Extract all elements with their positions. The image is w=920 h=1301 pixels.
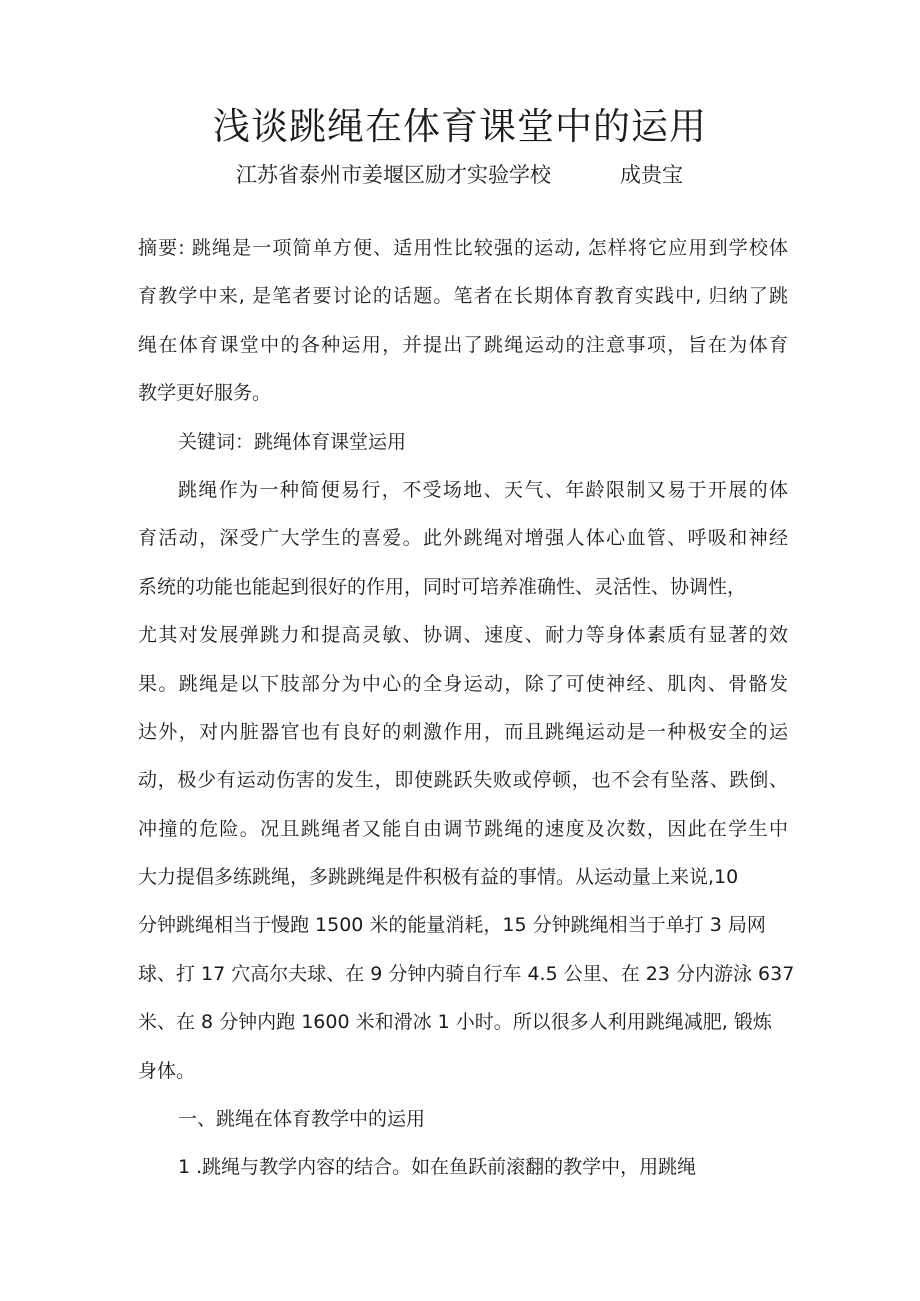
keywords-line: 关键词：跳绳体育课堂运用 <box>178 430 407 453</box>
paragraph-line: 球、打 17 穴高尔夫球、在 9 分钟内骑自行车 4.5 公里、在 23 分内游泳 637 <box>138 962 795 985</box>
abstract-line: 摘要: 跳绳是一项简单方便、适用性比较强的运动, 怎样将它应用到学校体 <box>138 237 788 259</box>
article-body <box>138 224 795 1192</box>
paragraph-line: 尤其对发展弹跳力和提高灵敏、协调、速度、耐力等身体素质有显著的效 <box>138 624 788 647</box>
abstract-line: 育教学中来, 是笔者要讨论的话题。笔者在长期体育教育实践中, 归纳了跳 <box>138 285 788 308</box>
page-title: 浅谈跳绳在体育课堂中的运用 <box>213 105 707 148</box>
abstract-line: 绳在体育课堂中的各种运用，并提出了跳绳运动的注意事项，旨在为体育 <box>138 333 788 356</box>
subsection-line: 1 .跳绳与教学内容的结合。如在鱼跃前滚翻的教学中，用跳绳 <box>178 1156 697 1179</box>
paragraph-line: 分钟跳绳相当于慢跑 1500 米的能量消耗，15 分钟跳绳相当于单打 3 局网 <box>138 914 766 937</box>
paragraph-line: 育活动，深受广大学生的喜爱。此外跳绳对增强人体心血管、呼吸和神经 <box>138 527 788 550</box>
paragraph-line: 动，极少有运动伤害的发生，即使跳跃失败或停顿，也不会有坠落、跌倒、 <box>138 769 788 792</box>
author-name: 成贵宝 <box>620 163 683 187</box>
abstract-line: 教学更好服务。 <box>138 382 272 405</box>
paragraph-line: 身体。 <box>138 1059 196 1082</box>
section-heading: 一、跳绳在体育教学中的运用 <box>178 1108 426 1131</box>
paragraph-line: 系统的功能也能起到很好的作用，同时可培养准确性、灵活性、协调性， <box>138 575 747 598</box>
paragraph-line: 达外，对内脏器官也有良好的刺激作用，而且跳绳运动是一种极安全的运 <box>138 720 788 743</box>
paragraph-line: 大力提倡多练跳绳，多跳跳绳是件积极有益的事情。从运动量上来说,10 <box>138 866 739 889</box>
paragraph-line: 米、在 8 分钟内跑 1600 米和滑冰 1 小时。所以很多人利用跳绳减肥, 锻炼 <box>138 1011 772 1034</box>
author-school: 江苏省泰州市姜堰区励才实验学校 <box>236 163 551 187</box>
paragraph-line: 冲撞的危险。况且跳绳者又能自由调节跳绳的速度及次数，因此在学生中 <box>138 817 788 840</box>
paragraph-line: 跳绳作为一种简便易行，不受场地、天气、年龄限制又易于开展的体 <box>178 478 788 501</box>
paragraph-line: 果。跳绳是以下肢部分为中心的全身运动，除了可使神经、肌肉、骨骼发 <box>138 672 788 695</box>
